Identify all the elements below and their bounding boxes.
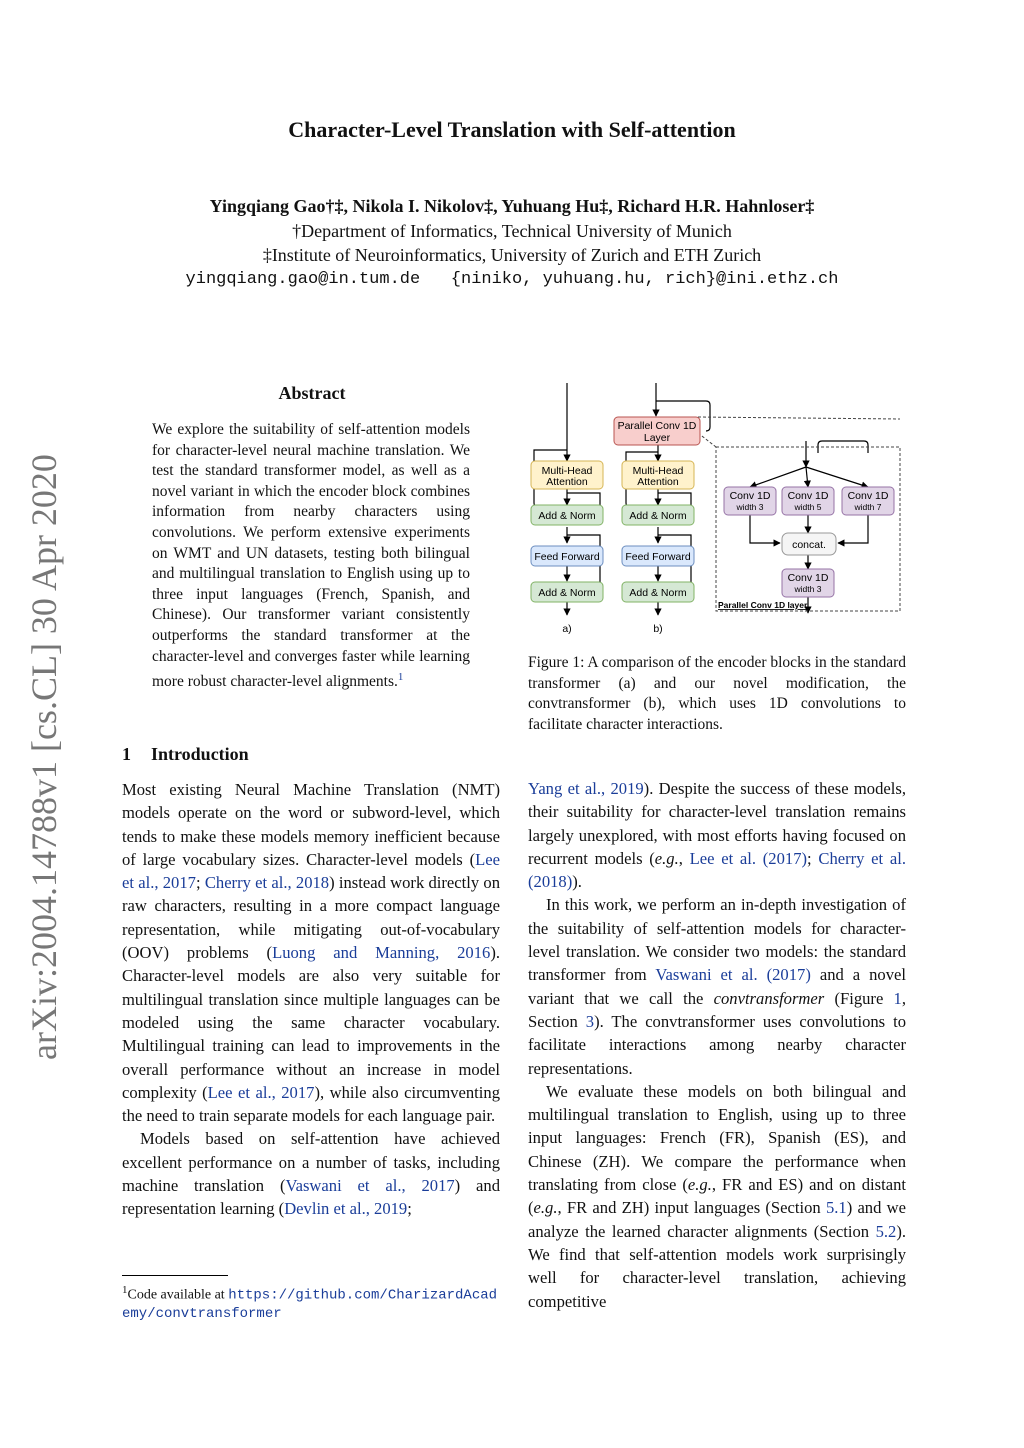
citation-link[interactable]: Vaswani et al., 2017	[285, 1176, 455, 1196]
arxiv-stamp: arXiv:2004.14788v1 [cs.CL] 30 Apr 2020	[24, 454, 64, 1060]
parallel-conv-label-2: Layer	[643, 432, 671, 444]
add-norm-label: Add & Norm	[629, 510, 687, 522]
paragraph	[122, 1127, 500, 1220]
affiliation-munich: †Department of Informatics, Technical University of Munich	[292, 221, 732, 241]
affiliation-zurich: ‡Institute of Neuroinformatics, University of Zurich and ETH Zurich	[262, 245, 762, 265]
diagram-boxes	[531, 417, 894, 635]
text-run: , FR and ZH) input languages (Section	[557, 1198, 826, 1218]
text-run: We evaluate these models on both bilingual and multilingual translation to English, using up to three input languages: French (FR), Spanish (ES), and Chinese (ZH). We compare the performance when translating from close (	[528, 1081, 906, 1195]
text-run: ;	[407, 1199, 412, 1219]
abstract-text: We explore the suitability of self-attention models for character-level neural machine translation. We test the standard transformer model, as well as a novel variant in which the encoder block combines information from nearby characters using convolutions. We perform extensive experiments on WMT and UN datasets, testing both bilingual and multilingual translation to English using up to three input languages (French, Spanish, and Chinese). Our transformer variant consistently outperforms the standard transformer at the character-level and converges faster while learning more robust character-level alignments.	[152, 421, 470, 691]
figure-encoder-blocks	[528, 383, 908, 643]
text-run: Models based on self-attention have achieved excellent performance on a number of tasks, including machine translation (	[122, 1129, 500, 1196]
text-run: , FR and ES) and on distant (	[528, 1175, 906, 1218]
citation-link[interactable]: Yang et al., 2019	[528, 779, 644, 798]
text-run: ). Character-level models are also very suitable for multilingual translation since multiple languages can be modeled using the same character vocabulary. Multilingual training can lead to improvements in the overall performance without an increase in model complexity (	[122, 943, 500, 1102]
section-ref-link[interactable]: 5.2	[875, 1221, 897, 1241]
width3-label: width 3	[736, 502, 764, 512]
text-run: Most existing Neural Machine Translation (NMT) models operate on the word or subword-level, which tends to make these models memory inefficient because of large vocabulary sizes. Character-level models (	[122, 780, 500, 869]
text-run: convtransformer	[713, 988, 825, 1008]
paragraph	[528, 1080, 906, 1313]
citation-link[interactable]: Luong and Manning, 2016	[272, 943, 491, 963]
label-a: a)	[562, 623, 572, 635]
text-run: ). Despite the success of these models, their suitability for character-level translation remains largely unexplored, with most efforts having focused on recurrent models (	[528, 779, 906, 868]
text-run: ,	[678, 848, 690, 868]
text-run: ).	[572, 872, 582, 892]
conv1d-label: Conv 1D	[729, 490, 771, 502]
width3-label: width 3	[794, 584, 822, 594]
text-run: ). The convtransformer uses convolutions to facilitate interactions among nearby character representations.	[528, 1011, 907, 1078]
text-run: ) instead work directly on raw characters, resulting in a more compact language representation, while mitigating out-of-vocabulary (OOV) problems (	[122, 873, 501, 963]
ffn-label: Feed Forward	[534, 551, 600, 563]
text-run: ). We find that self-attention models work surprisingly well for character-level translation, achieving competitive	[528, 1221, 906, 1311]
citation-link[interactable]: Devlin et al., 2019	[284, 1199, 408, 1219]
abstract-body	[152, 420, 470, 693]
text-run: and a novel variant that we call the	[528, 965, 906, 1008]
paper-title: Character-Level Translation with Self-attention	[288, 117, 736, 142]
section-number: 1	[122, 744, 131, 764]
section-title: Introduction	[151, 744, 249, 764]
parallel-conv-label-1: Parallel Conv 1D	[617, 420, 697, 432]
text-run: ;	[807, 848, 819, 868]
paragraph	[122, 778, 500, 1127]
text-run: (Figure	[824, 988, 894, 1008]
left-column	[122, 778, 500, 1221]
section-ref-link[interactable]: 3	[585, 1011, 595, 1031]
text-run: In this work, we perform an in-depth investigation of the suitability of self-attention models for character-level translation. We consider two models: the standard transformer from	[528, 895, 906, 985]
text-run: ), while also circumventing the need to train separate models for each language pair.	[122, 1082, 501, 1126]
author-emails: yingqiang.gao@in.tum.de {niniko, yuhuang.hu, rich}@ini.ethz.ch	[185, 270, 839, 289]
width5-label: width 5	[794, 502, 822, 512]
citation-link[interactable]: Lee et al. (2017)	[689, 848, 808, 868]
conv1d-label: Conv 1D	[787, 572, 829, 584]
add-norm-label: Add & Norm	[629, 587, 687, 599]
footnote-mark: 1	[122, 1284, 128, 1296]
text-run: ) and representation learning (	[122, 1176, 501, 1219]
footnote-rule	[122, 1275, 228, 1276]
text-run: e.g.	[687, 1175, 712, 1195]
width7-label: width 7	[854, 502, 882, 512]
figure-ref-link[interactable]: 1	[893, 988, 902, 1008]
citation-link[interactable]: Lee et al., 2017	[207, 1082, 315, 1102]
citation-link[interactable]: Vaswani et al. (2017)	[655, 965, 811, 985]
paragraph	[528, 893, 906, 1079]
conv1d-label: Conv 1D	[787, 490, 829, 502]
citation-link[interactable]: Cherry et al. (2018)	[528, 848, 907, 892]
concat-label: concat.	[792, 539, 826, 551]
figure-caption: Figure 1: A comparison of the encoder blocks in the standard transformer (a) and our novel modification, the convtransformer (b), which uses 1D convolutions to facilitate character interactions.	[528, 654, 906, 733]
text-run: e.g.	[654, 848, 679, 868]
text-run: ;	[195, 873, 205, 893]
mha-label-2: Attention	[546, 476, 588, 488]
paragraph	[528, 777, 906, 893]
footnote-ref[interactable]: 1	[397, 671, 404, 684]
text-run: , Section	[528, 988, 906, 1031]
abstract-heading: Abstract	[278, 383, 346, 403]
mha-label-1: Multi-Head	[541, 465, 593, 477]
citation-link[interactable]: Cherry et al., 2018	[204, 873, 330, 893]
conv1d-label: Conv 1D	[847, 490, 889, 502]
text-run: ) and we analyze the learned character alignments (Section	[528, 1198, 906, 1241]
section-heading	[122, 744, 249, 765]
mha-label-2: Attention	[637, 476, 679, 488]
add-norm-label: Add & Norm	[538, 510, 596, 522]
parallel-layer-caption: Parallel Conv 1D layer	[718, 600, 808, 610]
text-run: e.g.	[533, 1198, 558, 1218]
label-b: b)	[653, 623, 663, 635]
footnote-url-link[interactable]: https://github.com/CharizardAcademy/convtransformer	[122, 1287, 498, 1322]
add-norm-label: Add & Norm	[538, 587, 596, 599]
right-column	[528, 777, 906, 1313]
citation-link[interactable]: Lee et al., 2017	[122, 849, 500, 893]
ffn-label: Feed Forward	[625, 551, 691, 563]
section-ref-link[interactable]: 5.1	[825, 1198, 847, 1218]
footnote-text: Code available at	[127, 1287, 229, 1303]
footnote	[122, 1281, 500, 1323]
author-list: Yingqiang Gao†‡, Nikola I. Nikolov‡, Yuhuang Hu‡, Richard H.R. Hahnloser‡	[209, 196, 815, 216]
mha-label-1: Multi-Head	[632, 465, 684, 477]
